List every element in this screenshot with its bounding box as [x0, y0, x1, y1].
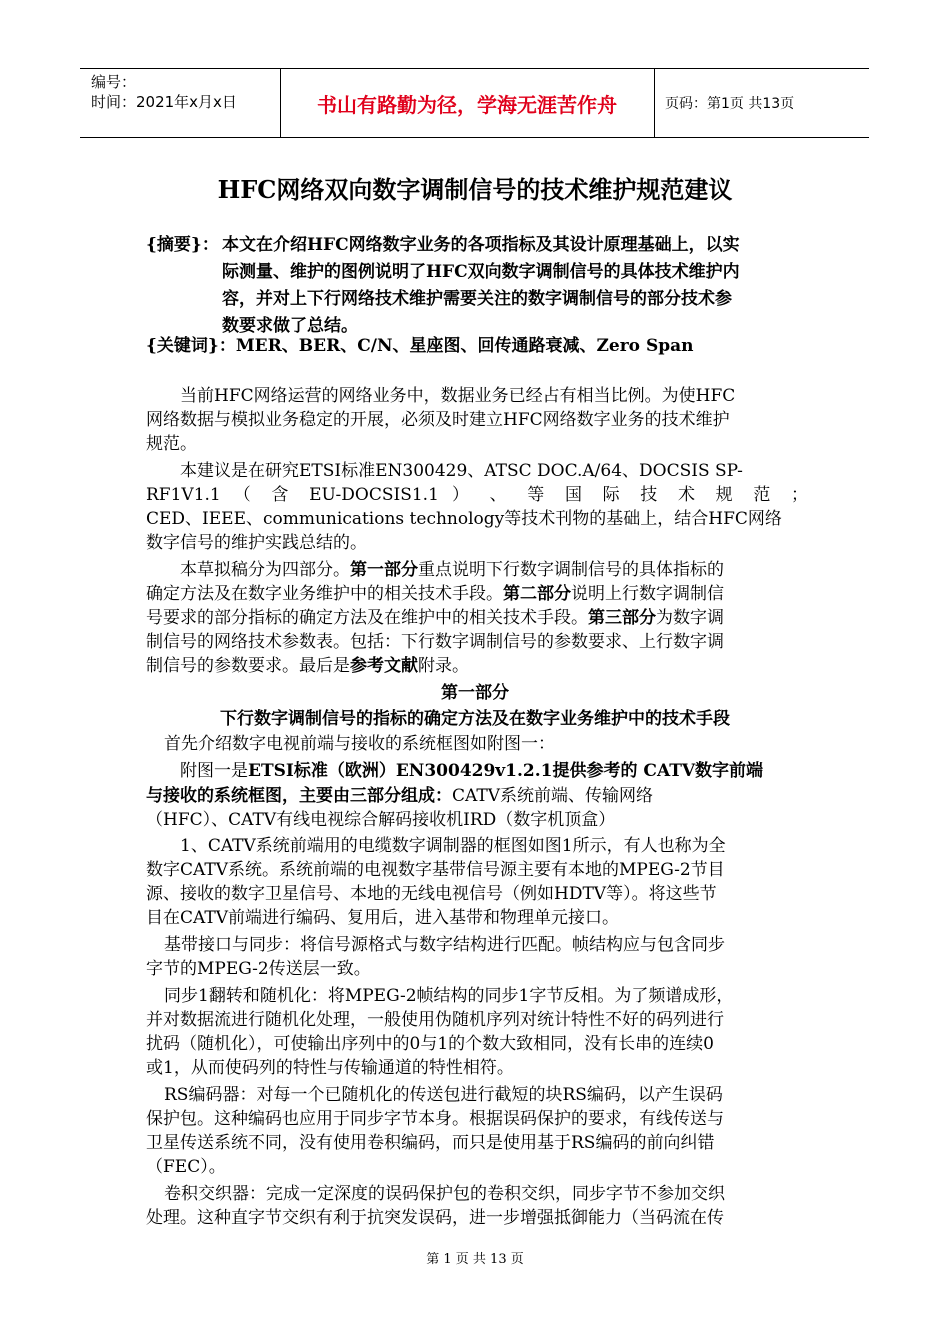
paragraph-line: 数字信号的维护实践总结的。 [146, 533, 367, 553]
paragraph-line [146, 654, 808, 678]
paragraph-line: 同步1翻转和随机化：将MPEG-2帧结构的同步1字节反相。为了频谱成形， [164, 986, 734, 1006]
text-span: 制信号的参数要求。最后是 [146, 656, 350, 676]
paragraph-line: （HFC）、CATV有线电视综合解码接收机IRD（数字机顶盒） [146, 810, 616, 830]
paragraph-line: 保护包。这种编码也应用于同步字节本身。根据误码保护的要求，有线传送与 [146, 1109, 724, 1129]
paragraph-line: 字节的MPEG-2传送层一致。 [146, 959, 371, 979]
bold-span: 第二部分 [503, 584, 571, 604]
paragraph-line: 卷积交织器：完成一定深度的误码保护包的卷积交织，同步字节不参加交织 [164, 1184, 725, 1204]
paragraph-line: 源、接收的数字卫星信号、本地的无线电视信号（例如HDTV等）。将这些节 [146, 884, 717, 904]
bold-span: 第三部分 [588, 608, 656, 628]
paragraph-line [146, 784, 808, 808]
header-meta [80, 69, 281, 137]
paragraph-line: 处理。这种直字节交织有利于抗突发误码，进一步增强抵御能力（当码流在传 [146, 1208, 724, 1228]
text-span: 附录。 [418, 656, 469, 676]
bold-span: 第一部分 [350, 560, 418, 580]
text-span: 说明上行数字调制信 [571, 584, 724, 604]
paragraph-line: 目在CATV前端进行编码、复用后，进入基带和物理单元接口。 [146, 908, 619, 928]
abstract [146, 232, 826, 340]
text-span: CATV系统前端、传输网络 [452, 786, 653, 806]
page-header [80, 68, 869, 138]
part-title: 第一部分 [441, 683, 509, 703]
text-span: 号要求的部分指标的确定方法及在维护中的相关技术手段。 [146, 608, 588, 628]
number-label: 编号： [91, 73, 137, 91]
paragraph-line: 首先介绍数字电视前端与接收的系统框图如附图一： [164, 734, 555, 754]
abstract-label: {摘要}： [146, 235, 219, 255]
paragraph-line: 规范。 [146, 434, 197, 454]
document-title: HFC网络双向数字调制信号的技术维护规范建议 [217, 175, 733, 204]
text-span: 确定方法及在数字业务维护中的相关技术手段。 [146, 584, 503, 604]
paragraph-line: （FEC）。 [146, 1157, 226, 1177]
paragraph-line: 卫星传送系统不同，没有使用卷积编码，而只是使用基于RS编码的前向纠错 [146, 1133, 715, 1153]
header-page-info [655, 69, 869, 137]
paragraph-line: 或1，从而使码列的特性与传输通道的特性相符。 [146, 1058, 514, 1078]
paragraph-line: 网络数据与模拟业务稳定的开展，必须及时建立HFC网络数字业务的技术维护 [146, 410, 730, 430]
paragraph-line: 当前HFC网络运营的网络业务中，数据业务已经占有相当比例。为使HFC [180, 386, 736, 406]
part-subtitle: 下行数字调制信号的指标的确定方法及在数字业务维护中的技术手段 [220, 709, 730, 729]
paragraph-line: 数字CATV系统。系统前端的电视数字基带信号源主要有本地的MPEG-2节目 [146, 860, 725, 880]
date-label: 时间：2021年x月x日 [91, 93, 237, 111]
text-span: 附图一是 [180, 761, 248, 781]
bold-span: 参考文献 [350, 656, 418, 676]
paragraph-line [146, 759, 808, 783]
page-footer: 第 1 页 共 13 页 [426, 1252, 524, 1267]
abstract-line: 本文在介绍HFC网络数字业务的各项指标及其设计原理基础上，以实 [222, 235, 740, 255]
text-span: 为数字调 [656, 608, 724, 628]
paragraph-line [146, 582, 808, 606]
text-span: 重点说明下行数字调制信号的具体指标的 [418, 560, 724, 580]
paragraph-line: 扰码（随机化），可使输出序列中的0与1的个数大致相同，没有长串的连续0 [146, 1034, 714, 1054]
paragraph-line: 基带接口与同步：将信号源格式与数字结构进行匹配。帧结构应与包含同步 [164, 935, 725, 955]
motto-text: 书山有路勤为径，学海无涯苦作舟 [317, 92, 617, 117]
paragraph-line: RF1V1.1 （ 含 EU-DOCSIS1.1 ） 、 等 国 际 技 术 规 范 ； [146, 485, 808, 505]
paragraph-line [146, 558, 808, 582]
abstract-line: 际测量、维护的图例说明了HFC双向数字调制信号的具体技术维护内 [222, 262, 740, 282]
text-span: 本草拟稿分为四部分。 [180, 560, 350, 580]
page-info-text: 页码：第1页 共13页 [665, 96, 795, 112]
paragraph-line: 制信号的网络技术参数表。包括：下行数字调制信号的参数要求、上行数字调 [146, 632, 724, 652]
paragraph-line: CED、IEEE、communications technology等技术刊物的基础上，结合HFC网络 [146, 509, 782, 529]
paragraph-line: 并对数据流进行随机化处理，一般使用伪随机序列对统计特性不好的码列进行 [146, 1010, 724, 1030]
header-motto [280, 69, 655, 137]
paragraph-line: 1、CATV系统前端用的电缆数字调制器的框图如图1所示，有人也称为全 [180, 836, 726, 856]
paragraph-line: RS编码器：对每一个已随机化的传送包进行截短的块RS编码，以产生误码 [164, 1085, 723, 1105]
abstract-body [222, 232, 826, 340]
abstract-line: 容，并对上下行网络技术维护需要关注的数字调制信号的部分技术参 [222, 289, 732, 309]
keywords: {关键词}：MER、BER、C/N、星座图、回传通路衰减、Zero Span [146, 336, 694, 356]
paragraph-line: 本建议是在研究ETSI标准EN300429、ATSC DOC.A/64、DOCSIS SP- [180, 461, 743, 481]
abstract-line: 数要求做了总结。 [222, 316, 358, 336]
bold-span: ETSI标准（欧洲）EN300429v1.2.1提供参考的 CATV数字前端 [248, 761, 764, 781]
paragraph-line [146, 606, 808, 630]
bold-span: 与接收的系统框图，主要由三部分组成： [146, 786, 452, 806]
